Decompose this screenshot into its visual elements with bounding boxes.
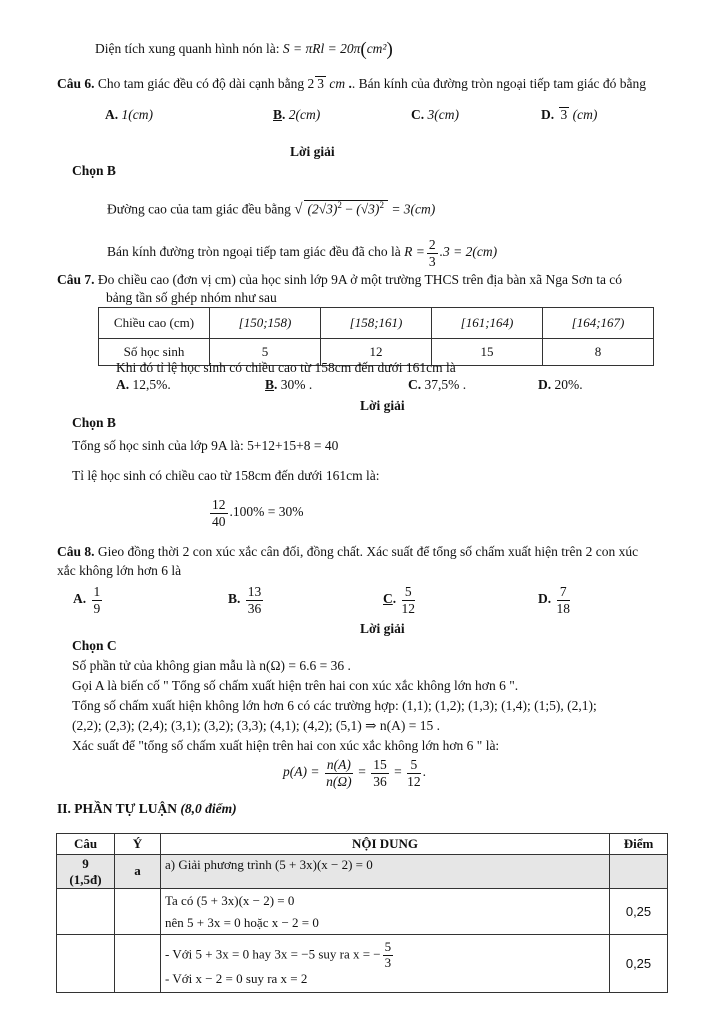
option-value: 20%.	[554, 377, 583, 392]
step-1-line-2: nên 5 + 3x = 0 hoặc x − 2 = 0	[165, 914, 319, 930]
fraction-5-3	[383, 940, 394, 971]
option-letter: C.	[411, 107, 425, 122]
frac-num: 12	[212, 497, 226, 512]
answer-header-row	[57, 834, 668, 855]
frac-den: 12	[401, 600, 415, 616]
question-number-cell	[57, 855, 115, 889]
option-value: 1(cm)	[121, 107, 153, 122]
sub-label: a	[115, 855, 161, 889]
frac-den: 3	[384, 955, 392, 971]
empty-cell	[115, 889, 161, 935]
q6-option-d[interactable]	[541, 107, 597, 124]
option-fraction	[402, 584, 416, 616]
question-8-body: Gieo đồng thời 2 con xúc xắc cân đối, đồng chất. Xác suất để tổng số chấm xuất hiện trên 2 con xúc	[97, 544, 639, 559]
frac-den: 3	[428, 253, 436, 269]
option-letter: A.	[105, 107, 119, 122]
step-2-line-2: - Với x − 2 = 0 suy ra x = 2	[165, 971, 308, 986]
q6-line2-result: .3 = 2(cm)	[439, 244, 498, 260]
q6-choose: Chọn B	[72, 163, 116, 178]
q7-option-a[interactable]	[116, 377, 171, 394]
option-value: (cm)	[572, 107, 598, 122]
step-1-line-1: Ta có (5 + 3x)(x − 2) = 0	[165, 893, 295, 909]
header-question: Câu	[57, 834, 115, 855]
question-8-label: Câu 8.	[57, 544, 95, 559]
fraction-12-40	[210, 497, 228, 529]
frac-den: 36	[373, 773, 387, 789]
cone-area-unit: cm²	[366, 41, 387, 56]
step-2-content	[161, 935, 610, 993]
q6-line1-result: = 3(cm)	[391, 201, 436, 217]
frac-num: 5	[384, 939, 392, 955]
cone-area-line: Diện tích xung quanh hình nón là: S = πRl = 20π(cm²)	[95, 39, 393, 60]
sqrt-3: 3	[317, 76, 324, 91]
height-radicand: $(2√3)^2 - (√3)^2$	[304, 200, 388, 217]
option-suffix: .	[274, 377, 278, 392]
q8-solution-line-1: Số phần tử của không gian mẫu là n(Ω) = 6.6 = 36 .	[72, 658, 351, 673]
question-7-label: Câu 7.	[57, 272, 95, 287]
step-1-score: 0,25	[610, 889, 668, 935]
frac-den: 9	[93, 600, 101, 616]
frac-num: 1	[93, 584, 101, 599]
q8-option-c[interactable]	[383, 584, 417, 616]
q8-option-b[interactable]	[228, 584, 265, 616]
option-letter: D.	[541, 107, 555, 122]
q8-option-d[interactable]	[538, 584, 572, 616]
q8-solution-line-2: Gọi A là biến cố " Tổng số chấm xuất hiện trên hai con xúc xắc không lớn hơn 6 ".	[72, 678, 519, 693]
q6-line2-r: R =	[404, 244, 425, 260]
header-sub: Ý	[115, 834, 161, 855]
q7-option-c[interactable]	[408, 377, 466, 394]
frequency-table	[98, 307, 654, 366]
q8-solution-line-3: Tổng số chấm xuất hiện không lớn hơn 6 có các trường hợp: (1,1); (1,2); (1,3); (1,4); (1;5), (2,1);	[72, 698, 597, 713]
unit-cm: cm	[329, 76, 346, 91]
option-value: 2(cm)	[288, 107, 321, 122]
answer-step-row-1	[57, 889, 668, 935]
option-value: 30% .	[280, 377, 313, 392]
frac-den: 18	[556, 600, 570, 616]
frac-num: 7	[557, 584, 571, 601]
q8-solution-line-5: Xác suất để "tổng số chấm xuất hiện trên hai con xúc xắc không lớn hơn 6 " là:	[72, 738, 500, 753]
frac-den: n(Ω)	[326, 773, 352, 789]
option-fraction	[92, 584, 103, 616]
q6-line1-text: Đường cao của tam giác đều bằng	[107, 201, 291, 217]
step-2-score: 0,25	[610, 935, 668, 993]
frac-num: 15	[373, 757, 387, 772]
interval-cell: [161;164)	[432, 308, 543, 339]
answer-table	[56, 833, 668, 993]
option-value: 3(cm)	[427, 107, 459, 122]
question-8-text-2: xắc không lớn hơn 6 là	[57, 563, 182, 578]
step-2-line-1-text: - Với 5 + 3x = 0 hay 3x = −5 suy ra x = −	[165, 946, 381, 962]
step-1-content	[161, 889, 610, 935]
frac-num: n(A)	[326, 757, 351, 772]
option-letter: B	[265, 377, 275, 392]
question-8-text	[57, 544, 638, 561]
row-header-height: Chiều cao (cm)	[99, 308, 210, 339]
interval-cell: [164;167)	[543, 308, 654, 339]
frac-den: 36	[247, 600, 262, 616]
header-content: NỘI DUNG	[161, 834, 610, 855]
frac-num: 2	[428, 237, 436, 252]
p-lhs: p(A) =	[283, 764, 320, 780]
answer-step-row-2	[57, 935, 668, 993]
option-letter: C.	[408, 377, 422, 392]
option-letter: B	[273, 107, 283, 122]
option-suffix: .	[282, 107, 286, 122]
interval-cell: [150;158)	[210, 308, 321, 339]
option-letter: A.	[73, 591, 87, 607]
fraction-15-36	[371, 757, 389, 789]
option-letter: C	[383, 591, 393, 607]
radical-sign: √	[294, 201, 303, 218]
question-6-text: Câu 6. Cho tam giác đều có độ dài cạnh bằng 2 3 cm .. Bán kính của đường tròn ngoại tiếp tam giác đó bằng	[57, 76, 646, 91]
empty-cell	[57, 889, 115, 935]
fraction-nA-nOmega	[325, 757, 353, 789]
question-6-label: Câu 6.	[57, 76, 95, 91]
count-cell: 8	[543, 339, 654, 366]
answer-task-row	[57, 855, 668, 889]
option-value: 37,5% .	[424, 377, 467, 392]
q6-solution-line-1	[107, 200, 435, 219]
q7-option-d[interactable]	[538, 377, 583, 394]
q8-solution-title: Lời giải	[360, 621, 405, 636]
question-6-text-b: . Bán kính của đường tròn ngoại tiếp tam giác đó bằng	[351, 76, 646, 91]
question-7-body: Đo chiều cao (đơn vị cm) của học sinh lớp 9A ở một trường THCS trên địa bàn xã Nga Sơn ta có	[97, 272, 623, 287]
question-points: (1,5đ)	[69, 871, 102, 887]
option-fraction	[557, 584, 571, 616]
q7-frac-rest: .100% = 30%	[229, 504, 304, 520]
q7-option-b[interactable]	[265, 377, 312, 394]
option-letter: A.	[116, 377, 130, 392]
table-row-heights	[99, 308, 654, 339]
header-score: Điểm	[610, 834, 668, 855]
part-2-heading	[57, 801, 237, 818]
interval-cell: [158;161)	[321, 308, 432, 339]
row-header-students: Số học sinh	[99, 339, 210, 366]
task-text: a) Giải phương trình (5 + 3x)(x − 2) = 0	[161, 855, 610, 889]
question-7-ask: Khi đó tỉ lệ học sinh có chiều cao từ 158cm đến dưới 161cm là	[116, 360, 456, 375]
frac-den: 12	[407, 773, 421, 789]
option-letter: B.	[228, 591, 241, 607]
question-6-text-a: Cho tam giác đều có độ dài cạnh bằng 2	[97, 76, 315, 91]
q7-solution-line-2: Tỉ lệ học sinh có chiều cao từ 158cm đến dưới 161cm là:	[72, 468, 380, 483]
frac-den: 40	[212, 513, 226, 529]
sqrt-3: 3	[560, 107, 568, 122]
cone-area-formula: S = πRl = 20π	[282, 41, 361, 56]
option-fraction	[246, 584, 264, 616]
count-cell: 12	[321, 339, 432, 366]
q8-probability-formula: p(A) = $\frac{n(A)}{n(\Omega)}$ = $\frac{15}{36}$ = $\frac{5}{12}$ .	[283, 757, 426, 789]
part-2-points: (8,0 điểm)	[180, 801, 237, 816]
question-7-text	[57, 272, 622, 289]
empty-cell	[115, 935, 161, 993]
q8-solution-line-4: (2,2); (2,3); (2,4); (3,1); (3,2); (3,3); (4,1); (4,2); (5,1) ⇒ n(A) = 15 .	[72, 718, 440, 733]
cone-area-text: Diện tích xung quanh hình nón là:	[95, 41, 280, 56]
q6-solution-title: Lời giải	[290, 144, 335, 159]
q6-option-a[interactable]	[105, 107, 153, 124]
q7-solution-fraction	[208, 497, 303, 529]
q6-option-c[interactable]	[411, 107, 459, 124]
option-value: 12,5%.	[132, 377, 171, 392]
frac-num: 5	[407, 757, 421, 774]
q8-option-a[interactable]	[73, 584, 104, 616]
count-cell: 15	[432, 339, 543, 366]
option-letter: D.	[538, 591, 552, 607]
q7-solution-title: Lời giải	[360, 398, 405, 413]
fraction-2-3	[427, 237, 438, 269]
part-2-title: II. PHẦN TỰ LUẬN	[57, 801, 178, 816]
q6-option-b[interactable]	[273, 107, 320, 124]
q6-line2-text: Bán kính đường tròn ngoại tiếp tam giác đều đã cho là	[107, 244, 401, 260]
q7-choose: Chọn B	[72, 415, 116, 430]
q8-choose: Chọn C	[72, 638, 117, 653]
option-letter: D.	[538, 377, 552, 392]
question-number: 9	[82, 856, 89, 871]
q7-solution-line-1: Tổng số học sinh của lớp 9A là: 5+12+15+8 = 40	[72, 438, 339, 453]
step-2-line-1	[165, 940, 608, 971]
count-cell: 5	[210, 339, 321, 366]
question-7-text-2: bảng tần số ghép nhóm như sau	[106, 290, 277, 305]
frac-num: 5	[402, 584, 416, 601]
task-score-empty	[610, 855, 668, 889]
fraction-5-12	[407, 757, 421, 789]
frac-num: 13	[247, 584, 262, 599]
empty-cell	[57, 935, 115, 993]
option-suffix: .	[392, 591, 397, 607]
q6-solution-line-2	[107, 237, 497, 269]
